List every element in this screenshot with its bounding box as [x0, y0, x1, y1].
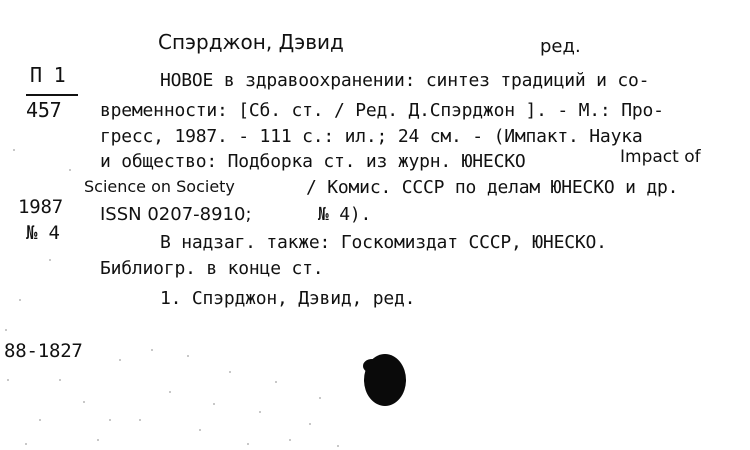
body-line-7: В надзаг. также: Госкомиздат СССР, ЮНЕСКО. [160, 232, 607, 253]
ink-blot-edge [363, 359, 381, 373]
body-line-8: Библиогр. в конце ст. [100, 258, 324, 279]
body-line-4: и общество: Подборка ст. из журн. ЮНЕСКО [100, 151, 526, 172]
handwritten-role-note: ред. [540, 36, 581, 57]
body-line-3: гресс, 1987. - 111 с.: ил.; 24 см. - (Импакт. Наука [100, 126, 643, 147]
call-number-year: 1987 [18, 196, 63, 218]
body-line-5: / Комис. СССР по делам ЮНЕСКО и др. [306, 177, 679, 198]
handwritten-author-note: Спэрджон, Дэвид [158, 30, 344, 54]
call-number-line2: 457 [26, 98, 62, 122]
accession-number: 88-1827 [4, 340, 83, 362]
body-line-1: НОВОЕ в здравоохранении: синтез традиций и со- [160, 70, 650, 91]
call-number-line1: П 1 [30, 63, 66, 87]
body-line-2: временности: [Сб. ст. / Ред. Д.Спэрджон ]. - М.: Про- [100, 100, 664, 121]
call-number-issue: № 4 [26, 222, 60, 244]
handwritten-issn: ISSN 0207-8910; [100, 204, 252, 225]
handwritten-title-note-2: Science on Society [84, 177, 235, 196]
body-line-9: 1. Спэрджон, Дэвид, ред. [160, 288, 416, 309]
handwritten-title-note: Impact of [620, 147, 701, 167]
body-line-6: № 4). [318, 204, 372, 225]
